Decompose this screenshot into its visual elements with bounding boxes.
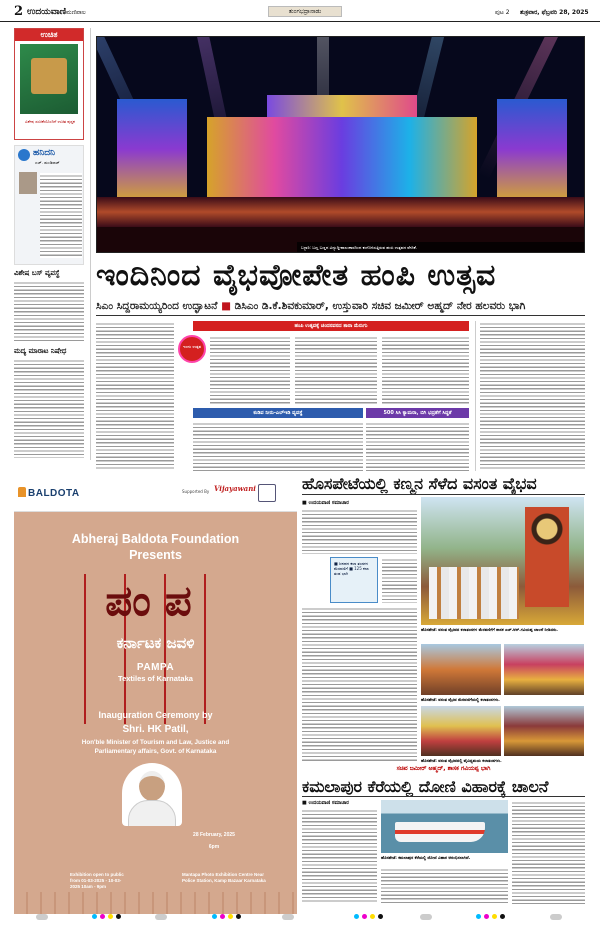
page-header	[0, 0, 600, 22]
procession-photo	[421, 497, 584, 625]
procession-photo	[504, 706, 584, 756]
red-subsection-banner: ಹಂಪಿ ಉತ್ಸವಕ್ಕೆ ಚಂದನವನದ ತಾರಾ ಮೆರುಗು	[193, 321, 469, 331]
article-text-column	[382, 557, 417, 603]
ad-exhibition-dates: Exhibition open to public from 01-03-2025 - 10-03-2025 10am - 9pm	[70, 872, 124, 889]
issue-date: ಶುಕ್ರವಾರ, ಫೆಬ್ರವರಿ 28, 2025	[520, 9, 589, 16]
article-text-column	[302, 606, 417, 761]
divider	[302, 494, 585, 495]
article-text-column	[512, 800, 585, 904]
subhead-part-1: ಸಿಎಂ ಸಿದ್ದರಾಮಯ್ಯರಿಂದ ಉದ್ಘಾಟನೆ	[96, 300, 218, 312]
page-ref: ಪುಟ 2	[495, 9, 510, 16]
procession-photo	[421, 644, 501, 695]
decorated-idol	[525, 507, 569, 607]
ad-ceremony-label: Inauguration Ceremony by	[98, 710, 213, 720]
blue-subsection-banner: ಕುಡಿವ ನೀರು-ಎಲ್ಇಡಿ ವ್ಯವಸ್ಥೆ	[193, 408, 363, 418]
cyan-dot	[354, 914, 359, 919]
ad-event-date: 28 February, 2025	[193, 832, 235, 838]
magenta-dot	[484, 914, 489, 919]
article-text-column	[302, 808, 377, 904]
article-text-column	[210, 335, 290, 405]
brand-logo: BALDOTA	[28, 488, 80, 499]
sponsor-name: Vijayawani	[214, 484, 256, 493]
lit-tower	[497, 99, 567, 199]
stage-platform	[97, 197, 585, 227]
pampa-textiles-ad[interactable]	[14, 474, 297, 914]
procession-photo	[421, 706, 501, 756]
portrait-head	[139, 771, 165, 801]
government-seal-icon	[258, 484, 276, 502]
black-dot	[116, 914, 121, 919]
cyan-dot	[92, 914, 97, 919]
cyan-dot	[212, 914, 217, 919]
portrait-body	[128, 800, 176, 826]
sponsor-logo	[214, 484, 256, 500]
byline: ■ ಉದಯವಾಣಿ ಸಮಾಚಾರ	[302, 500, 349, 506]
ad-kannada-title: ಕರ್ನಾಟಕ ಜವಳಿ	[116, 634, 195, 652]
photo-caption: ಹೊಸಪೇಟೆ: ವಸಂತ ವೈಭವದಲ್ಲಿ ವೈವಿಧ್ಯಮಯ ಕಲಾತಂಡಗಳು.	[421, 758, 502, 763]
brief-headline: ವಿಶೇಷ ಬಸ್ ವ್ಯವಸ್ಥೆ	[14, 269, 60, 277]
registration-mark	[155, 914, 167, 920]
ad-guest-role: Parliamentary affairs, Govt. of Karnataka	[94, 748, 217, 755]
purple-subsection-banner: 500 ಸಿಸಿ ಕ್ಯಾಮರಾ, ಬಿಗಿ ಭದ್ರತೆಗೆ ಸಿದ್ಧತೆ	[366, 408, 469, 418]
divider	[302, 796, 585, 797]
article-kicker: ಸಚಿವ ಜಮೀರ್ ಅಹ್ಮದ್, ಶಾಸಕ ಗವಿಯಪ್ಪ ಭಾಗಿ	[396, 765, 491, 772]
palace-dome	[267, 95, 417, 119]
boat-ride-photo	[381, 800, 508, 853]
supported-by-label: Supported By	[182, 489, 210, 494]
guest-portrait	[122, 763, 182, 826]
ad-guest-role: Hon'ble Minister of Tourism and Law, Justice and	[81, 739, 230, 746]
yellow-dot	[108, 914, 113, 919]
black-dot	[378, 914, 383, 919]
lead-subhead	[96, 300, 585, 313]
dignitaries-group	[429, 567, 519, 619]
byline: ■ ಉದಯವಾಣಿ ಸಮಾಚಾರ	[302, 800, 349, 806]
poem-text-block	[40, 173, 82, 258]
left-column	[14, 28, 88, 460]
photo-caption: ಬಳ್ಳಾರಿ: ಬಣ್ಣ ಬಣ್ಣದ ವಿದ್ಯುದ್ದೀಪಾಲಂಕಾರದಿಂದ ಕಂಗೊಳಿಸುತ್ತಿರುವ ಹಂಪಿ ಉತ್ಸವದ ವೇದಿಕೆ.	[297, 242, 585, 253]
hanidani-column	[14, 145, 84, 265]
section-label: ತುಂಗಭದ್ರಾನಾಡು	[268, 6, 342, 17]
ad-subtitle: Textiles of Karnataka	[118, 674, 193, 683]
cyan-dot	[476, 914, 481, 919]
free-book-promo[interactable]	[14, 28, 84, 140]
yellow-dot	[492, 914, 497, 919]
article-text-column	[302, 508, 417, 554]
subhead-part-2: ಡಿಸಿಎಂ ಡಿ.ಕೆ.ಶಿವಕುಮಾರ್, ಉಸ್ತುವಾರಿ ಸಚಿವ ಜಮೀರ್ ಅಹ್ಮದ್ ನೇರ ಹಲವರು ಭಾಗಿ	[234, 300, 526, 312]
bullet-square-icon: ■	[221, 300, 231, 312]
procession-photo	[504, 644, 584, 695]
brief-text-block	[14, 358, 84, 458]
article-text-column	[193, 421, 363, 471]
photo-caption: ಹೊಸಪೇಟೆ: ಕಮಲಾಪುರ ಕೆರೆಯಲ್ಲಿ ದೋಣಿ ವಿಹಾರ ಆರಂಭಿಸಲಾಗಿದೆ.	[381, 855, 471, 860]
brief-headline: ಮದ್ಯ ಮಾರಾಟ ನಿಷೇಧ	[14, 347, 67, 355]
registration-mark	[282, 914, 294, 920]
yellow-dot	[228, 914, 233, 919]
article-headline[interactable]: ಹೊಸಪೇಟೆಯಲ್ಲಿ ಕಣ್ಮನ ಸೆಳೆದ ವಸಂತ ವೈಭವ	[302, 474, 537, 493]
paper-name: ಉದಯವಾಣಿ	[27, 7, 67, 17]
registration-mark	[420, 914, 432, 920]
lit-palace-stage	[207, 117, 477, 197]
ad-presents: Presents	[129, 548, 182, 562]
ad-sponsor-bar	[14, 474, 297, 512]
edition-label: ಮಣಿಪಾಲ	[66, 9, 86, 16]
temple-illustration	[31, 58, 67, 94]
magenta-dot	[220, 914, 225, 919]
black-dot	[500, 914, 505, 919]
column-divider	[90, 28, 91, 460]
column-title: ಹನಿದನಿ	[33, 148, 56, 158]
lead-photo	[96, 36, 585, 253]
promo-title: ಉಚಿತ	[15, 29, 83, 41]
droplet-icon	[18, 149, 30, 161]
baldota-logo-icon	[18, 487, 26, 497]
highlights-box: ■ ಜನಪದ ಕಲಾ ತಂಡಗಳ ಮೆರವಣಿಗೆ ■ 125 ಕಲಾ ತಂಡ ಭಾಗಿ	[330, 557, 378, 603]
article-text-column	[295, 335, 377, 405]
brief-text-block	[14, 280, 84, 342]
ad-script-title: ಪಂಪ	[105, 576, 206, 625]
ad-guest-name: Shri. HK Patil,	[122, 724, 189, 735]
article-text-column	[381, 867, 508, 904]
lit-tower	[117, 99, 187, 199]
book-cover-image	[20, 44, 78, 114]
magenta-dot	[362, 914, 367, 919]
today-badge: ಇಂದು ಉತ್ಸವ	[178, 335, 206, 363]
ad-venue: Mantapa Photo Exhibition Centre Near Police Station, Kamp Bazaar Karnataka	[182, 872, 266, 883]
article-headline[interactable]: ಕಮಲಾಪುರ ಕೆರೆಯಲ್ಲಿ ದೋಣಿ ವಿಹಾರಕ್ಕೆ ಚಾಲನೆ	[302, 777, 549, 796]
photo-caption: ಹೊಸಪೇಟೆ: ವಸಂತ ವೈಭವ ಮೆರವಣಿಗೆಯಲ್ಲಿ ಕಲಾತಂಡಗಳು.	[421, 697, 500, 702]
ad-title: PAMPA	[136, 662, 175, 673]
yellow-dot	[370, 914, 375, 919]
divider	[96, 315, 585, 316]
column-divider	[475, 321, 476, 471]
photo-caption: ಹೊಸಪೇಟೆ: ವಸಂತ ವೈಭವದ ಕಲಾತಂಡಗಳ ಮೆರವಣಿಗೆಗೆ ಶಾಸಕ ಎಚ್.ಆರ್.ಗವಿಯಪ್ಪ ಚಾಲನೆ ನೀಡಿದರು.	[421, 627, 558, 632]
promo-caption: ವಿಶೇಷ ಸಂಚಿಕೆಯೊಂದಿಗೆ ಉಚಿತ ಪುಸ್ತಕ	[25, 119, 75, 124]
author-photo	[19, 172, 37, 194]
magenta-dot	[100, 914, 105, 919]
registration-mark	[36, 914, 48, 920]
column-author: ಎಚ್. ಡುಂಡಿರಾಜ್	[35, 160, 60, 165]
article-text-column	[96, 321, 174, 471]
article-text-column	[382, 335, 469, 405]
ad-foundation-name: Abheraj Baldota Foundation	[71, 532, 240, 546]
print-registration-marks	[0, 906, 600, 928]
lead-headline[interactable]: ಇಂದಿನಿಂದ ವೈಭವೋಪೇತ ಹಂಪಿ ಉತ್ಸವ	[96, 258, 497, 293]
article-text-column	[366, 421, 469, 471]
article-text-column	[480, 321, 585, 471]
speed-boat	[395, 822, 485, 842]
page-number: 2	[14, 4, 24, 19]
black-dot	[236, 914, 241, 919]
registration-mark	[550, 914, 562, 920]
ad-event-time: 6pm	[208, 844, 220, 850]
